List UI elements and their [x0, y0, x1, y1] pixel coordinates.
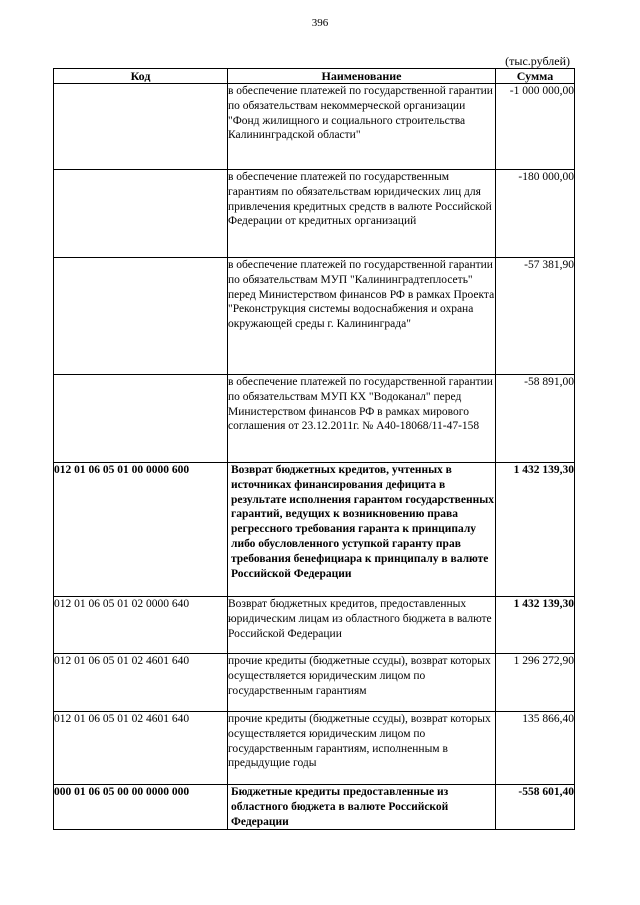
table-header-row [54, 69, 575, 84]
row-sum: 135 866,40 [496, 712, 575, 785]
table-row [54, 375, 575, 463]
row-code [54, 170, 228, 258]
table-row [54, 258, 575, 375]
row-sum: 1 296 272,90 [496, 654, 575, 712]
header-name: Наименование [228, 69, 496, 84]
row-name: в обеспечение платежей по государственным гарантиям по обязательствам юридических лиц для привлечения кредитных средств в валюте Российской Федерации от кредитных организаций [228, 170, 496, 258]
row-name: в обеспечение платежей по государственной гарантии по обязательствам МУП "Калининградтеплосеть" перед Министерством финансов РФ в рамках Проекта "Реконструкция системы водоснабжения и охрана окружающей среды г. Калининграда" [228, 258, 496, 375]
row-name: прочие кредиты (бюджетные ссуды), возврат которых осуществляется юридическим лицом по государственным гарантиям, исполненным в предыдущие годы [228, 712, 496, 785]
budget-table [53, 68, 575, 830]
row-name: в обеспечение платежей по государственной гарантии по обязательствам некоммерческой организации "Фонд жилищного и социального строительства Калининградской области" [228, 84, 496, 170]
row-sum: -1 000 000,00 [496, 84, 575, 170]
row-code: 000 01 06 05 00 00 0000 000 [54, 785, 228, 830]
table-row [54, 597, 575, 654]
row-sum: -180 000,00 [496, 170, 575, 258]
page-number: 396 [311, 17, 329, 29]
table-row [54, 170, 575, 258]
row-code: 012 01 06 05 01 02 0000 640 [54, 597, 228, 654]
row-code: 012 01 06 05 01 02 4601 640 [54, 712, 228, 785]
header-code: Код [54, 69, 228, 84]
row-name: в обеспечение платежей по государственной гарантии по обязательствам МУП КХ "Водоканал" перед Министерством финансов РФ в рамках мирового соглашения от 23.12.2011г. № А40-18068/11-47-158 [228, 375, 496, 463]
row-code: 012 01 06 05 01 02 4601 640 [54, 654, 228, 712]
units-label: (тыс.рублей) [505, 54, 570, 68]
row-code: 012 01 06 05 01 00 0000 600 [54, 463, 228, 597]
row-code [54, 375, 228, 463]
row-code [54, 258, 228, 375]
header-sum: Сумма [496, 69, 575, 84]
table-row [54, 84, 575, 170]
row-sum: 1 432 139,30 [496, 597, 575, 654]
row-name: прочие кредиты (бюджетные ссуды), возврат которых осуществляется юридическим лицом по государственным гарантиям [228, 654, 496, 712]
table-row [54, 463, 575, 597]
row-sum: -57 381,90 [496, 258, 575, 375]
row-sum: -58 891,00 [496, 375, 575, 463]
row-sum: 1 432 139,30 [496, 463, 575, 597]
row-name: Бюджетные кредиты предоставленные из областного бюджета в валюте Российской Федерации [228, 785, 496, 830]
table-row [54, 712, 575, 785]
table-row [54, 654, 575, 712]
row-name: Возврат бюджетных кредитов, предоставленных юридическим лицам из областного бюджета в валюте Российской Федерации [228, 597, 496, 654]
row-code [54, 84, 228, 170]
row-sum: -558 601,40 [496, 785, 575, 830]
row-name: Возврат бюджетных кредитов, учтенных в источниках финансирования дефицита в результате исполнения гарантом государственных гарантий, ведущих к возникновению права регрессного требования гаранта к принципалу либо обусловленного уступкой гаранту прав требования бенефициара к принципалу в валюте Российской Федерации [228, 463, 496, 597]
table-row [54, 785, 575, 830]
